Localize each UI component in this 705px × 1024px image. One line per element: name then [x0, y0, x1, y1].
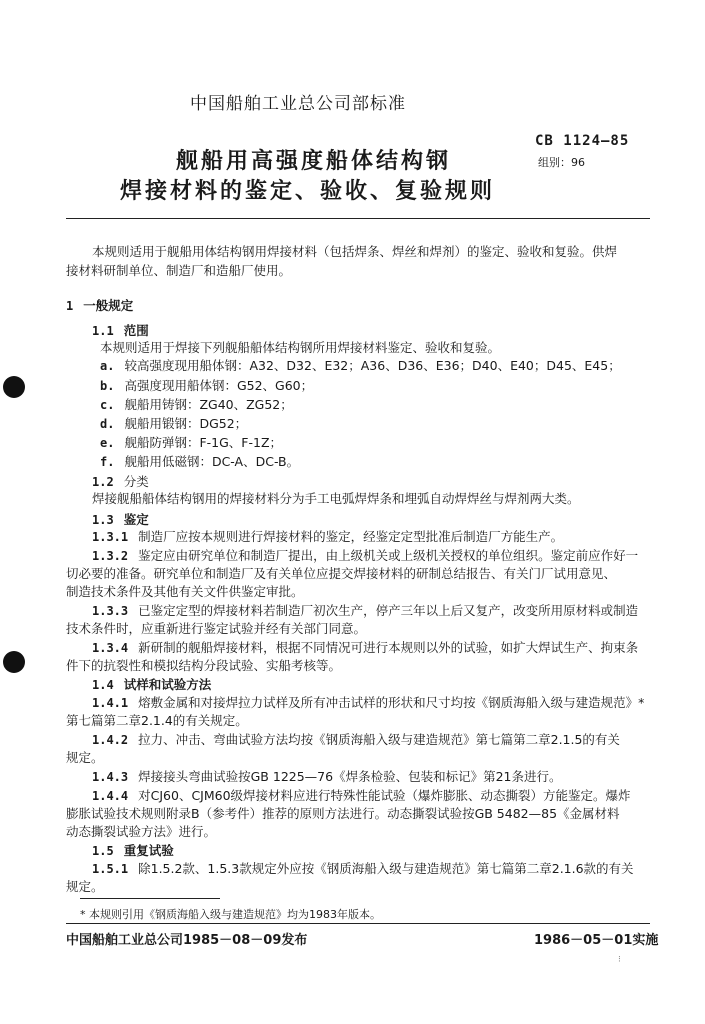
h-1: [66, 297, 133, 315]
header-rule: [66, 218, 650, 219]
line-text: 舰船用锻钢：DG52；: [124, 416, 248, 431]
section-number: 1.5: [92, 844, 114, 858]
li-d: [100, 415, 247, 433]
p-1-3-4a: [92, 639, 638, 657]
p-1-3-3a: [92, 602, 638, 620]
p-1-4-3: [92, 768, 561, 786]
li-b: [100, 377, 313, 395]
section-number: e.: [100, 436, 115, 450]
line-text: 膨胀试验技术规则附录B（参考件）推荐的原则方法进行。动态撕裂试验按GB 5482—85《金属材料: [66, 806, 620, 821]
line-text: 重复试验: [123, 843, 174, 858]
line-text: 规定。: [66, 879, 104, 894]
section-number: 1.4: [92, 678, 114, 692]
classification-group: 组别：96: [538, 156, 585, 169]
line-text: 一般规定: [83, 298, 134, 313]
p-intro-2: [66, 262, 291, 279]
line-text: 舰船防弹钢：F-1G、F-1Z；: [124, 435, 283, 450]
li-c: [100, 396, 293, 414]
section-number: 1.4.2: [92, 733, 129, 747]
line-text: 制造厂应按本规则进行焊接材料的鉴定，经鉴定定型批准后制造厂方能生产。: [138, 529, 564, 544]
p-1-4-4b: [66, 805, 620, 822]
line-text: 鉴定应由研究单位和制造厂提出，由上级机关或上级机关授权的单位组织。鉴定前应作好一: [138, 548, 639, 563]
li-a: [100, 357, 621, 375]
section-number: 1.3.2: [92, 549, 129, 563]
title-line-2: 焊接材料的鉴定、验收、复验规则: [120, 179, 496, 204]
p-1-4-1a: [92, 694, 644, 712]
section-number: 1.5.1: [92, 862, 129, 876]
h-1-2: [92, 473, 149, 491]
section-number: 1.2: [92, 475, 114, 489]
line-text: 较高强度现用船体钢：A32、D32、E32；A36、D36、E36；D40、E40；D45、E45；: [124, 358, 621, 373]
line-text: 鉴定: [123, 512, 149, 527]
line-text: 本规则适用于焊接下列舰船船体结构钢所用焊接材料鉴定、验收和复验。: [100, 340, 501, 355]
section-number: d.: [100, 417, 115, 431]
line-text: 范围: [123, 323, 149, 338]
p-1-3-2c: [66, 583, 304, 600]
line-text: 焊接舰船船体结构钢用的焊接材料分为手工电弧焊焊条和埋弧自动焊焊丝与焊剂两大类。: [92, 491, 580, 506]
section-number: a.: [100, 359, 115, 373]
section-number: 1.3.4: [92, 641, 129, 655]
section-number: f.: [100, 455, 115, 469]
line-text: 熔敷金属和对接焊拉力试样及所有冲击试样的形状和尺寸均按《钢质海船入级与建造规范》*: [138, 695, 645, 710]
line-text: 拉力、冲击、弯曲试验方法均按《钢质海船入级与建造规范》第七篇第二章2.1.5的有关: [138, 732, 620, 747]
line-text: 接材料研制单位、制造厂和造船厂使用。: [66, 263, 292, 278]
line-text: 本规则适用于舰船用体结构钢用焊接材料（包括焊条、焊丝和焊剂）的鉴定、验收和复验。供焊: [92, 244, 618, 259]
line-text: 动态撕裂试验方法》进行。: [66, 824, 217, 839]
p-1-3-2a: [92, 547, 638, 565]
line-text: 切必要的准备。研究单位和制造厂及有关单位应提交焊接材料的研制总结报告、有关门厂试用意见、: [66, 566, 617, 581]
line-text: 新研制的舰船焊接材料，根据不同情况可进行本规则以外的试验，如扩大焊试生产、拘束条: [138, 640, 639, 655]
line-text: 第七篇第二章2.1.4的有关规定。: [66, 713, 248, 728]
footnote-rule: [80, 898, 220, 899]
section-number: 1: [66, 299, 74, 313]
line-text: 制造技术条件及其他有关文件供鉴定审批。: [66, 584, 304, 599]
footer-rule: [66, 923, 650, 924]
margin-mark: ⁝: [618, 955, 621, 965]
line-text: 件下的抗裂性和模拟结构分段试验、实船考核等。: [66, 658, 342, 673]
p-intro-1: [92, 243, 617, 260]
line-text: 舰船用低磁钢：DC-A、DC-B。: [124, 454, 300, 469]
section-number: 1.3: [92, 513, 114, 527]
line-text: 对CJ60、CJM60级焊接材料应进行特殊性能试验（爆炸膨胀、动态撕裂）方能鉴定。爆炸: [138, 788, 631, 803]
line-text: 焊接接头弯曲试验按GB 1225—76《焊条检验、包装和标记》第21条进行。: [138, 769, 562, 784]
line-text: 高强度现用船体钢：G52、G60；: [124, 378, 314, 393]
line-text: 试样和试验方法: [123, 677, 212, 692]
p-1-4-4c: [66, 823, 216, 840]
p-1-3-4b: [66, 657, 341, 674]
punch-hole-top: [3, 376, 25, 398]
section-number: 1.4.1: [92, 696, 129, 710]
h-1-3: [92, 511, 149, 529]
section-number: b.: [100, 379, 115, 393]
implementation-date: 1986－05－01实施: [534, 933, 659, 948]
li-f: [100, 453, 299, 471]
footnote: * 本规则引用《钢质海船入级与建造规范》均为1983年版本。: [80, 908, 381, 921]
section-number: 1.3.3: [92, 604, 129, 618]
line-text: 技术条件时，应重新进行鉴定试验并经有关部门同意。: [66, 621, 367, 636]
p-1-2: [92, 490, 580, 507]
p-1-4-1b: [66, 712, 248, 729]
li-e: [100, 434, 282, 452]
p-1-3-1: [92, 528, 563, 546]
line-text: 舰船用铸钢：ZG40、ZG52；: [124, 397, 293, 412]
p-1-5-1a: [92, 860, 634, 878]
p-1-5-1b: [66, 878, 104, 895]
line-text: 规定。: [66, 750, 104, 765]
section-number: 1.4.3: [92, 770, 129, 784]
section-number: 1.3.1: [92, 530, 129, 544]
line-text: 除1.5.2款、1.5.3款规定外应按《钢质海船入级与建造规范》第七篇第二章2.1.6款的有关: [138, 861, 634, 876]
p-1-3-3b: [66, 620, 366, 637]
issuing-organization: 中国船舶工业总公司部标准: [190, 94, 406, 114]
issue-date: 中国船舶工业总公司1985－08－09发布: [66, 933, 308, 948]
section-number: c.: [100, 398, 115, 412]
p-1-4-2b: [66, 749, 104, 766]
punch-hole-bottom: [3, 651, 25, 673]
section-number: 1.1: [92, 324, 114, 338]
h-1-4: [92, 676, 211, 694]
p-1-3-2b: [66, 565, 616, 582]
line-text: 分类: [123, 474, 149, 489]
section-number: 1.4.4: [92, 789, 129, 803]
title-line-1: 舰船用高强度船体结构钢: [176, 149, 452, 174]
standard-code: CB 1124—85: [535, 133, 630, 149]
p-1-4-2a: [92, 731, 620, 749]
p-1-1: [100, 339, 500, 356]
h-1-5: [92, 842, 174, 860]
h-1-1: [92, 322, 149, 340]
p-1-4-4a: [92, 787, 631, 805]
line-text: 已鉴定定型的焊接材料若制造厂初次生产，停产三年以上后又复产，改变所用原材料或制造: [138, 603, 639, 618]
